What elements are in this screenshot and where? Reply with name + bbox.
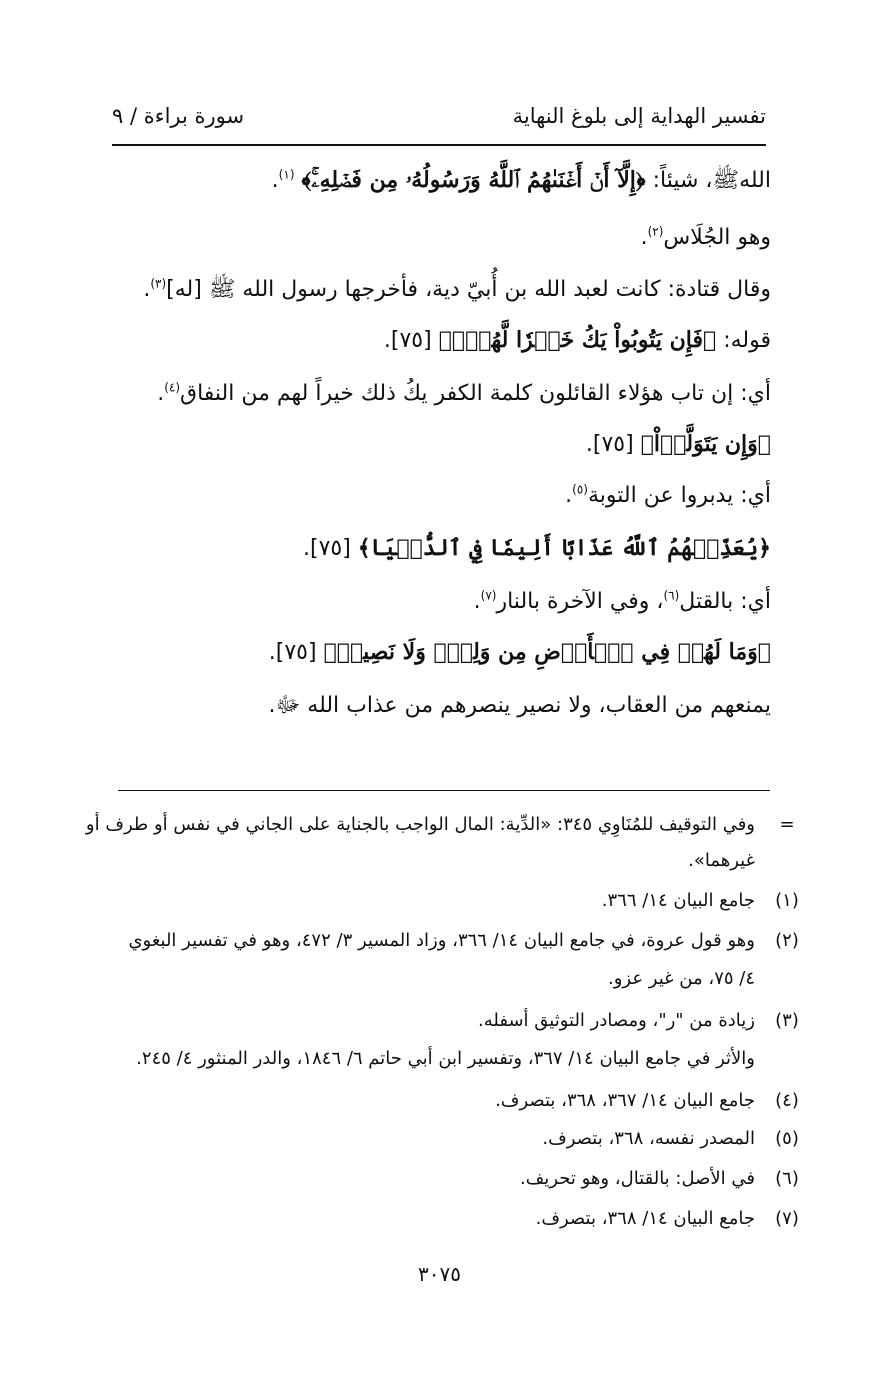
line-text: أي: بالقتل: [679, 589, 771, 614]
text-line-5: أي: إن تاب هؤلاء القائلون كلمة الكفر يكُ ذلك خيراً لهم من النفاق$^{(٤)}$.: [157, 380, 771, 406]
footnote-text: المصدر نفسه، ٣٦٨، بتصرف.: [542, 1128, 755, 1149]
footnote-ref: (٣): [150, 276, 167, 291]
verse-number: [٧٥].: [303, 536, 358, 561]
book-title: تفسير الهداية إلى بلوغ النهاية: [512, 104, 766, 128]
page-number: ٣٠٧٥: [418, 1262, 461, 1286]
footnote-number: (٣): [775, 1010, 799, 1031]
line-text: أي: يدبروا عن التوبة: [587, 483, 771, 508]
line-text: اللهﷺ، شيئاً:: [645, 168, 771, 193]
footnote-number: (٧): [775, 1208, 799, 1229]
footnote-ref: (١): [278, 167, 295, 182]
quran-verse: ﴿يُعَذِّبۡهُمُ ٱللَّهُ عَذَابًا أَلِيمٗا فِي ٱلدُّنۡيَا﴾: [357, 535, 771, 561]
verse-number: [٧٥].: [268, 640, 324, 665]
surah-label: سورة براءة / ٩: [112, 104, 245, 128]
footnote-text: جامع البيان ١٤/ ٣٦٨، بتصرف.: [535, 1208, 755, 1229]
quran-verse: ﴿وَإِن يَتَوَلَّوۡاْ﴾: [640, 431, 771, 457]
text-line-4: [384, 324, 771, 357]
footnote-number: (٥): [775, 1128, 799, 1149]
line-text: وقال قتادة: كانت لعبد الله بن أُبيّ دية، فأخرجها رسول الله ﷺ [له]: [166, 277, 771, 302]
line-text: أي: إن تاب هؤلاء القائلون كلمة الكفر يكُ ذلك خيراً لهم من النفاق: [180, 381, 771, 406]
line-text: يمنعهم من العقاب، ولا نصير ينصرهم من عذاب الله ﷻ.: [268, 693, 771, 718]
footnote-text: والأثر في جامع البيان ١٤/ ٣٦٧، وتفسير ابن أبي حاتم ٦/ ١٨٤٦، والدر المنثور ٤/ ٢٤٥.: [136, 1048, 755, 1069]
text-line-9: أي: بالقتل$^{(٦)}$، وفي الآخرة بالنار$^{(٧)}$.: [473, 588, 771, 614]
text-line-2: وهو الجُلَاس$^{(٢)}$.: [640, 224, 771, 250]
running-header: [112, 104, 766, 140]
footnote-text: جامع البيان ١٤/ ٣٦٧، ٣٦٨، بتصرف.: [495, 1090, 755, 1111]
quran-verse: ﴿وَمَا لَهُمۡ فِي ٱلۡأَرۡضِ مِن وَلِيّٖ وَلَا نَصِيرٖ﴾: [323, 639, 771, 665]
line-text: قوله:: [716, 328, 771, 353]
footnote-text: ٤/ ٧٥، من غير عزو.: [608, 968, 755, 989]
header-rule: [112, 144, 766, 146]
text-line-1: اللهﷺ، شيئاً: ﴿إِلَّآ أَنۡ أَغۡنَىٰهُمُ ٱللَّهُ وَرَسُولُهُۥ مِن فَضۡلِهِۦۚ﴾ $^{(١)}$.: [271, 167, 771, 193]
text-line-11: [268, 690, 771, 722]
footnote-continuation: غيرهما».: [688, 850, 755, 871]
text-line-10: [269, 636, 771, 669]
footnote-ref: (٦): [663, 588, 680, 603]
footnote-text: زيادة من "ر"، ومصادر التوثيق أسفله.: [478, 1010, 755, 1031]
footnote-continuation: وفي التوقيف للمُنَاوِي ٣٤٥: «الدِّية: المال الواجب بالجناية على الجاني في نفس أو طرف أو: [85, 814, 755, 835]
verse-number: [٧٥].: [585, 432, 641, 457]
verse-number: [٧٥].: [383, 328, 439, 353]
footnote-number: (٤): [775, 1090, 799, 1111]
footnote-ref: (٧): [480, 588, 497, 603]
text-line-6: [586, 428, 771, 461]
footnote-separator: [118, 790, 770, 791]
footnote-ref: (٥): [572, 482, 588, 497]
text-line-8: [303, 532, 771, 565]
footnote-number: (١): [775, 890, 799, 911]
footnote-continuation-mark: =: [779, 814, 795, 835]
footnote-number: (٢): [775, 930, 799, 951]
footnote-number: (٦): [775, 1168, 799, 1189]
quran-verse: ﴿فَإِن يَتُوبُواْ يَكُ خَيۡرٗا لَّهُمۡۖ﴾: [438, 327, 717, 353]
footnote-text: وهو قول عروة، في جامع البيان ١٤/ ٣٦٦، وزاد المسير ٣/ ٤٧٢، وهو في تفسير البغوي: [128, 930, 755, 951]
quran-verse: ﴿إِلَّآ أَنۡ أَغۡنَىٰهُمُ ٱللَّهُ وَرَسُولُهُۥ مِن فَضۡلِهِۦۚ﴾: [301, 167, 646, 193]
text-line-3: وقال قتادة: كانت لعبد الله بن أُبيّ دية، فأخرجها رسول الله ﷺ [له]$^{(٣)}$.: [143, 276, 771, 302]
footnote-text: جامع البيان ١٤/ ٣٦٦.: [601, 890, 755, 911]
footnote-ref: (٢): [647, 224, 664, 239]
text-line-7: أي: يدبروا عن التوبة$^{(٥)}$.: [565, 482, 771, 508]
footnote-ref: (٤): [164, 380, 181, 395]
line-text: ، وفي الآخرة بالنار: [496, 589, 664, 614]
line-text: وهو الجُلَاس: [663, 225, 771, 250]
footnote-text: في الأصل: بالقتال، وهو تحريف.: [519, 1168, 755, 1189]
